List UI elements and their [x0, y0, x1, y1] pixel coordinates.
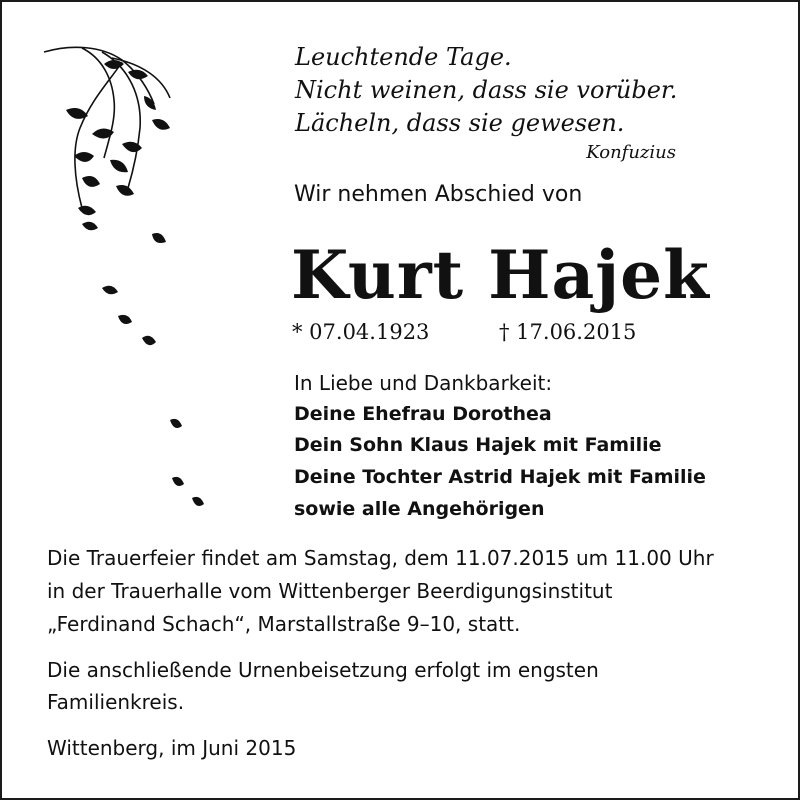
urn-line-1: Die anschließende Urnenbeisetzung erfolgt im engsten [47, 658, 599, 682]
deceased-name: Kurt Hajek [291, 236, 710, 314]
quote-author: Konfuzius [586, 142, 676, 163]
quote-line-2: Nicht weinen, dass sie vorüber. [295, 76, 678, 104]
mourners-heading: In Liebe und Dankbarkeit: [294, 371, 553, 395]
mourner-line: sowie alle Angehörigen [294, 498, 545, 520]
birth-date: * 07.04.1923 [292, 320, 430, 344]
funeral-line-1: Die Trauerfeier findet am Samstag, dem 11.07.2015 um 11.00 Uhr [47, 546, 714, 570]
quote-line-1: Leuchtende Tage. [295, 43, 512, 71]
intro-text: Wir nehmen Abschied von [294, 182, 583, 207]
mourner-line: Deine Tochter Astrid Hajek mit Familie [294, 466, 706, 488]
place-date: Wittenberg, im Juni 2015 [47, 736, 297, 760]
funeral-line-2: in der Trauerhalle vom Wittenberger Beerdigungsinstitut [47, 579, 613, 603]
quote-line-3: Lächeln, dass sie gewesen. [295, 109, 625, 137]
mourner-line: Deine Ehefrau Dorothea [294, 403, 552, 425]
mourner-line: Dein Sohn Klaus Hajek mit Familie [294, 434, 662, 456]
birch-branch-icon [42, 38, 222, 528]
death-date: † 17.06.2015 [499, 320, 637, 344]
funeral-line-3: „Ferdinand Schach“, Marstallstraße 9–10, statt. [47, 612, 521, 636]
urn-line-2: Familienkreis. [47, 690, 185, 714]
